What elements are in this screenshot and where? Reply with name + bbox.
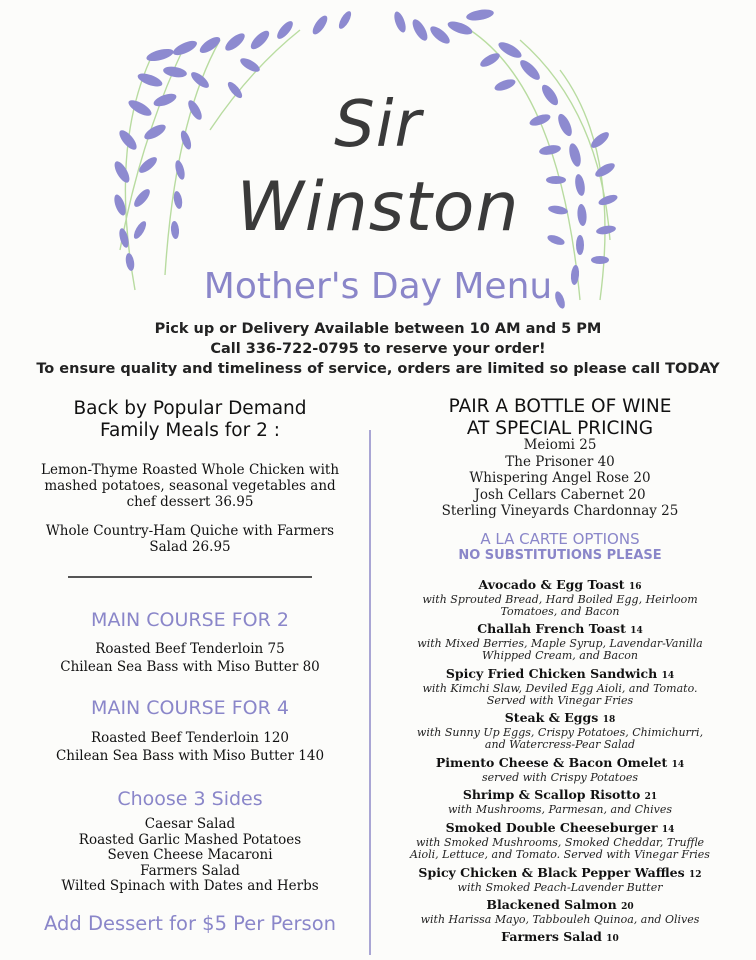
wine-item: Meiomi 25 (523, 437, 597, 453)
item-name: Farmers Salad (501, 929, 602, 944)
item-price: 20 (621, 902, 634, 912)
family-item2-line2: Salad 26.95 (149, 539, 231, 555)
column-divider (369, 430, 371, 955)
item-desc: Aioli, Lettuce, and Tomato. Served with Vinegar Fries (410, 847, 710, 861)
menu-item-chicken-sandwich (390, 667, 730, 706)
main-course-4-list (20, 729, 360, 765)
item-price: 18 (602, 715, 616, 725)
menu-item-omelet (390, 756, 730, 784)
wine-heading-line2: AT SPECIAL PRICING (466, 418, 654, 439)
alacarte-subheading: NO SUBSTITUTIONS PLEASE (458, 548, 662, 563)
item-price: 21 (644, 792, 658, 802)
side-item: Seven Cheese Macaroni (107, 847, 273, 863)
side-item: Caesar Salad (144, 816, 236, 832)
side-item: Wilted Spinach with Dates and Herbs (61, 878, 319, 894)
section-divider (68, 576, 312, 578)
item-desc: with Mixed Berries, Maple Syrup, Lavendar-Vanilla (417, 637, 703, 650)
item-desc: with Harissa Mayo, Tabbouleh Quinoa, and Olives (420, 913, 700, 926)
family-meal-chicken (20, 462, 360, 510)
family-heading-line2: Family Meals for 2 : (100, 420, 280, 441)
menu-item-risotto (390, 788, 730, 816)
item-desc: Served with Vinegar Fries (486, 693, 634, 707)
wine-heading-line1: PAIR A BOTTLE OF WINE (448, 396, 672, 417)
wine-item: The Prisoner 40 (505, 453, 615, 470)
item-price: 10 (606, 934, 619, 944)
item-desc: with Mushrooms, Parmesan, and Chives (447, 803, 673, 816)
menu-item-french-toast (390, 622, 730, 661)
main4-item: Chilean Sea Bass with Miso Butter 140 (55, 748, 325, 764)
main-course-4-heading: MAIN COURSE FOR 4 (91, 697, 289, 719)
wine-item: Josh Cellars Cabernet 20 (474, 486, 646, 503)
family-meals-heading (20, 398, 360, 442)
main4-item: Roasted Beef Tenderloin 120 (90, 730, 290, 746)
item-desc: with Sprouted Bread, Hard Boiled Egg, Heirloom (422, 593, 698, 606)
item-name: Spicy Fried Chicken Sandwich (445, 666, 658, 681)
phone-info: Call 336-722-0795 to reserve your order! (210, 341, 546, 357)
main2-item: Roasted Beef Tenderloin 75 (95, 641, 285, 657)
item-name: Blackened Salmon (486, 897, 617, 912)
menu-item-waffles (390, 866, 730, 894)
item-price: 14 (661, 671, 675, 681)
item-name: Smoked Double Cheeseburger (445, 820, 658, 835)
item-desc: Tomatoes, and Bacon (500, 604, 620, 618)
alacarte-heading: A LA CARTE OPTIONS (480, 530, 640, 548)
item-price: 16 (628, 582, 642, 592)
item-name: Steak & Eggs (504, 710, 599, 725)
item-name: Avocado & Egg Toast (478, 577, 625, 592)
item-price: 14 (630, 626, 643, 636)
family-item1-line1: Lemon-Thyme Roasted Whole Chicken with (40, 462, 340, 478)
menu-item-salmon (390, 898, 730, 926)
item-desc: served with Crispy Potatoes (482, 771, 638, 784)
item-price: 14 (661, 825, 675, 835)
wine-item: Whispering Angel Rose 20 (469, 470, 651, 486)
family-item1-line2: mashed potatoes, seasonal vegetables and (44, 478, 336, 494)
family-meal-quiche (20, 523, 360, 555)
main2-item: Chilean Sea Bass with Miso Butter 80 (60, 659, 320, 675)
menu-item-avocado-toast (390, 578, 730, 617)
item-name: Spicy Chicken & Black Pepper Waffles (418, 865, 685, 880)
item-desc: with Sunny Up Eggs, Crispy Potatoes, Chimichurri, (416, 726, 704, 739)
item-name: Challah French Toast (477, 621, 626, 636)
main-course-2-heading: MAIN COURSE FOR 2 (91, 609, 289, 631)
menu-title: Mother's Day Menu (203, 266, 553, 307)
limited-notice: To ensure quality and timeliness of service, orders are limited so please call TODAY (36, 361, 720, 377)
menu-item-steak-eggs (390, 711, 730, 750)
item-desc: and Watercress-Pear Salad (484, 737, 636, 751)
menu-item-farmers-salad (390, 930, 730, 946)
side-item: Roasted Garlic Mashed Potatoes (78, 831, 302, 848)
wine-heading (390, 396, 730, 440)
sides-list (20, 817, 360, 895)
wine-list (390, 437, 730, 520)
item-desc: Whipped Cream, and Bacon (482, 648, 638, 662)
sides-heading: Choose 3 Sides (117, 788, 263, 810)
family-heading-line1: Back by Popular Demand (73, 398, 307, 419)
pickup-info: Pick up or Delivery Available between 10 AM and 5 PM (154, 321, 602, 337)
brand-name-line2: Winston (236, 168, 520, 247)
side-item: Farmers Salad (140, 862, 240, 879)
main-course-2-list (20, 640, 360, 676)
item-price: 12 (689, 870, 702, 880)
family-item2-line1: Whole Country-Ham Quiche with Farmers (45, 523, 335, 539)
wine-item: Sterling Vineyards Chardonnay 25 (441, 503, 679, 519)
family-item1-line3: chef dessert 36.95 (126, 494, 254, 510)
menu-item-cheeseburger (390, 821, 730, 860)
item-desc: with Kimchi Slaw, Deviled Egg Aioli, and Tomato. (422, 682, 698, 695)
item-desc: with Smoked Mushrooms, Smoked Cheddar, Truffle (416, 836, 704, 849)
item-name: Pimento Cheese & Bacon Omelet (435, 755, 668, 770)
item-desc: with Smoked Peach-Lavender Butter (457, 881, 663, 894)
item-name: Shrimp & Scallop Risotto (462, 787, 641, 802)
item-price: 14 (671, 760, 685, 770)
dessert-offer: Add Dessert for $5 Per Person (44, 912, 336, 935)
brand-name-line1: Sir (334, 88, 422, 162)
